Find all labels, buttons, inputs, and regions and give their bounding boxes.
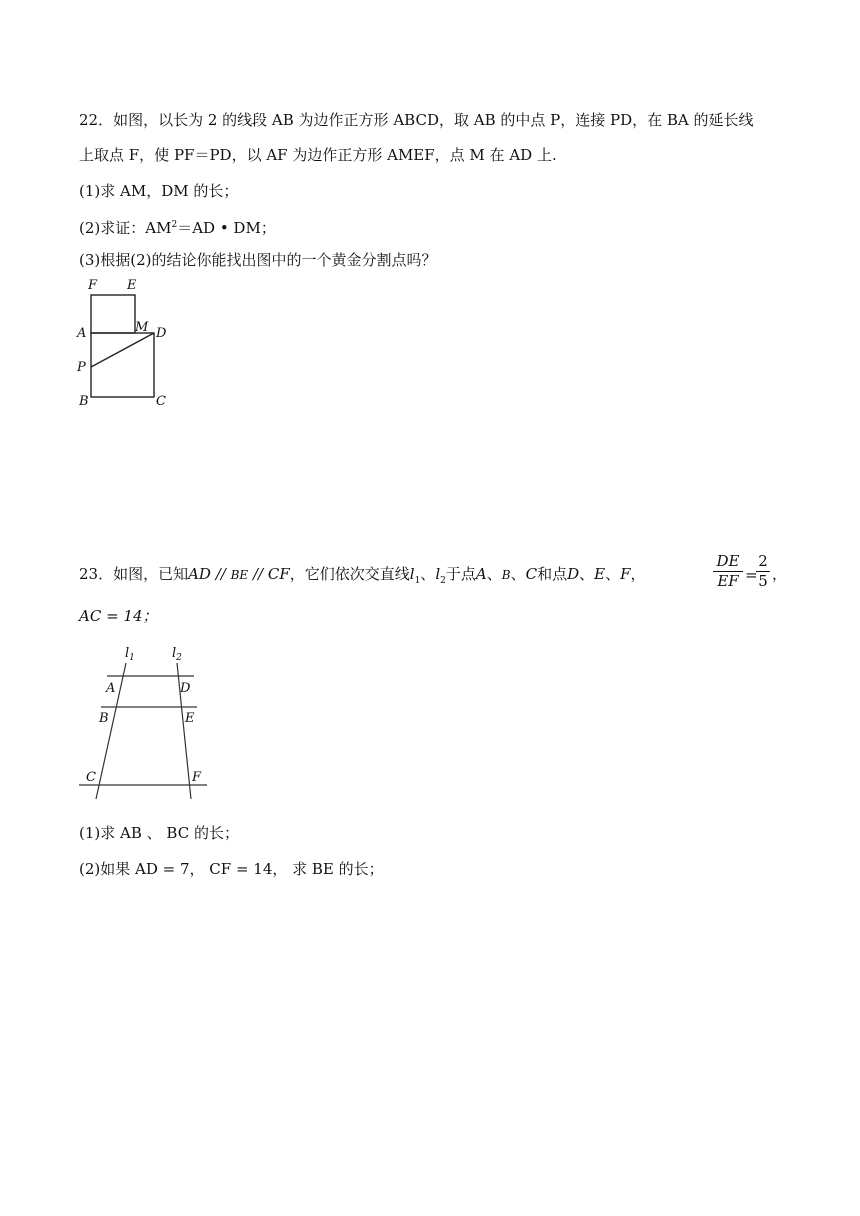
label-C: C bbox=[156, 394, 166, 409]
q23-E: E bbox=[594, 565, 606, 583]
q23-yudian: 于点 bbox=[445, 565, 476, 583]
q23-ac-line: AC = 14； bbox=[79, 607, 158, 625]
q23-part1: (1)求 AB 、 BC 的长； bbox=[79, 824, 239, 842]
fraction2-denominator: 5 bbox=[756, 571, 770, 590]
q23-mid: ，它们依次交直线 bbox=[289, 565, 410, 583]
q23-part2: (2)如果 AD = 7， CF = 14， 求 BE 的长； bbox=[79, 860, 384, 878]
label-F: F bbox=[192, 770, 202, 785]
q22-part3: (3)根据(2)的结论你能找出图中的一个黄金分割点吗？ bbox=[79, 251, 437, 269]
label-l2: $l_2$ bbox=[172, 646, 182, 663]
label-E: E bbox=[185, 711, 195, 726]
label-B: B bbox=[79, 394, 89, 409]
q23-C: C bbox=[525, 565, 538, 583]
label-B: B bbox=[99, 711, 109, 726]
q22-part2-sup: 2 bbox=[171, 220, 178, 230]
q23-sep: 、 bbox=[420, 565, 436, 583]
q23-l1-sub: 1 bbox=[414, 576, 421, 586]
label-M: M bbox=[135, 320, 149, 335]
q23-end-comma: ， bbox=[772, 565, 788, 583]
q23-l1: l bbox=[409, 565, 415, 583]
label-D: D bbox=[180, 681, 191, 696]
q23-be: BE bbox=[230, 568, 249, 582]
label-C: C bbox=[86, 770, 96, 785]
q22-part2-pre: (2)求证：AM bbox=[79, 219, 172, 237]
q23-prefix: 23．如图，已知 bbox=[79, 565, 189, 583]
q22-part2-post: ＝AD • DM； bbox=[177, 219, 276, 237]
label-l1: $l_1$ bbox=[125, 646, 135, 663]
q23-equals: = bbox=[745, 566, 758, 584]
q23-d4: 、 bbox=[605, 565, 621, 583]
q23-A: A bbox=[475, 565, 487, 583]
label-E: E bbox=[127, 278, 137, 293]
q23-F: F bbox=[620, 565, 631, 583]
label-A: A bbox=[106, 681, 116, 696]
fraction-denominator: EF bbox=[713, 571, 743, 590]
q22-part1: (1)求 AM，DM 的长； bbox=[79, 182, 239, 200]
q23-hedian: 和点 bbox=[537, 565, 568, 583]
q23-comma: ， bbox=[630, 565, 646, 583]
fraction-numerator: DE bbox=[716, 552, 740, 570]
q23-ad: AD bbox=[188, 565, 211, 583]
label-F: F bbox=[88, 278, 98, 293]
q23-d2: 、 bbox=[510, 565, 526, 583]
label-A: A bbox=[77, 326, 87, 341]
q22-line2: 上取点 F，使 PF＝PD，以 AF 为边作正方形 AMEF，点 M 在 AD 上. bbox=[79, 146, 557, 164]
q23-par1: // bbox=[210, 565, 231, 583]
q23-l2-sub: 2 bbox=[440, 576, 446, 586]
q22-line1: 22．如图，以长为 2 的线段 AB 为边作正方形 ABCD，取 AB 的中点 P，连接 PD，在 BA 的延长线 bbox=[79, 111, 754, 129]
q23-par2: // bbox=[248, 565, 268, 583]
q23-D: D bbox=[567, 565, 580, 583]
q23-d3: 、 bbox=[579, 565, 595, 583]
label-D: D bbox=[156, 326, 167, 341]
q23-B: B bbox=[501, 568, 511, 582]
q23-l2: l bbox=[435, 565, 441, 583]
fraction2-numerator: 2 bbox=[758, 552, 768, 570]
label-P: P bbox=[77, 360, 86, 375]
q23-d1: 、 bbox=[486, 565, 502, 583]
q23-cf: CF bbox=[267, 565, 290, 583]
